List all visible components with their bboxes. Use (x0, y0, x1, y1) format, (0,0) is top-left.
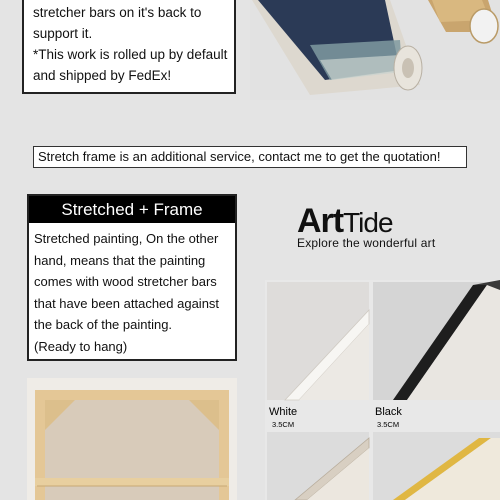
white-frame-label: White (269, 406, 298, 418)
white-frame-sample (267, 282, 369, 400)
wood-frame-sample (267, 432, 369, 500)
rolled-info-box (22, 0, 236, 94)
stretched-frame-box (27, 194, 237, 361)
stretched-frame-line-2: hand, means that the painting (34, 252, 206, 268)
stretched-frame-line-1: Stretched painting, On the other (34, 231, 219, 246)
stretch-frame-banner: Stretch frame is an additional service, contact me to get the quotation! (33, 146, 467, 168)
arttide-logo (297, 202, 467, 258)
rolled-info-line-2: support it. (33, 26, 93, 41)
logo-tide-text: Tide (343, 207, 393, 238)
gold-frame-sample (373, 432, 500, 500)
frame-samples (265, 280, 500, 500)
stretcher-back-photo (27, 378, 237, 500)
rolled-info-line-3: *This work is rolled up by default (33, 47, 228, 62)
rolled-canvas-photo (250, 0, 500, 100)
black-frame-label: Black (375, 406, 402, 418)
stretched-frame-title: Stretched + Frame (29, 196, 235, 223)
logo-art-text: Art (297, 202, 344, 240)
white-frame-size: 3.5CM (272, 420, 295, 429)
black-frame-size: 3.5CM (377, 420, 400, 429)
stretched-frame-line-3: comes with wood stretcher bars (34, 274, 217, 289)
stretched-frame-line-6: (Ready to hang) (34, 338, 128, 354)
rolled-info-line-1: stretcher bars on it's back to (33, 5, 202, 20)
stretched-frame-line-5: the back of the painting. (34, 317, 173, 332)
black-frame-sample (373, 280, 500, 400)
rolled-info-line-4: and shipped by FedEx! (33, 68, 172, 83)
stretched-frame-line-4: that have been attached against (34, 295, 220, 311)
logo-tagline: Explore the wonderful art (297, 236, 436, 250)
